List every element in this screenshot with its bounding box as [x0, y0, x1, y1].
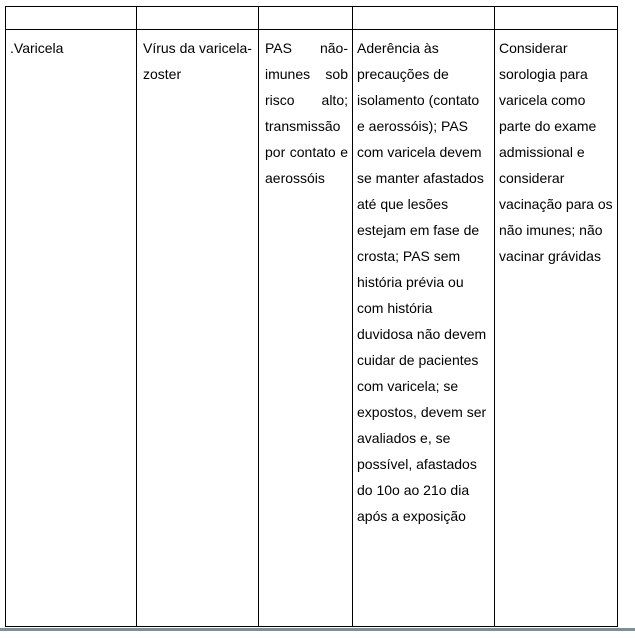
exposure-text: PAS não-imunes sob risco alto; transmissão por contato e aerossóis — [265, 40, 348, 186]
varicela-table — [5, 6, 618, 627]
recommendations-text: Considerar sorologia para varicela como parte do exame admissional e considerar vacinação para os não imunes; não vacinar grávidas — [499, 40, 613, 264]
precautions-text: Aderência às precauções de isolamento (contato e aerossóis); PAS com varicela devem se manter afastados até que lesões estejam em fase de crosta; PAS sem história prévia ou com história duvidosa não devem cuidar de pacientes com varicela; se expostos, devem ser avaliados e, se possível, afastados do 10o ao 21o dia após a exposição — [357, 40, 487, 524]
page-bottom-divider — [0, 628, 635, 631]
recommendations-cell — [495, 30, 618, 627]
disease-text: .Varicela — [10, 40, 64, 56]
exposure-cell — [259, 30, 353, 627]
header-cell-3 — [259, 7, 353, 30]
header-cell-4 — [353, 7, 495, 30]
header-cell-1 — [6, 7, 137, 30]
agent-text: Vírus da varicela-zoster — [143, 40, 252, 82]
agent-cell — [137, 30, 259, 627]
table-row — [6, 30, 618, 627]
disease-cell — [6, 30, 137, 627]
precautions-cell — [353, 30, 495, 627]
table-header-row — [6, 7, 618, 30]
header-cell-5 — [495, 7, 618, 30]
header-cell-2 — [137, 7, 259, 30]
